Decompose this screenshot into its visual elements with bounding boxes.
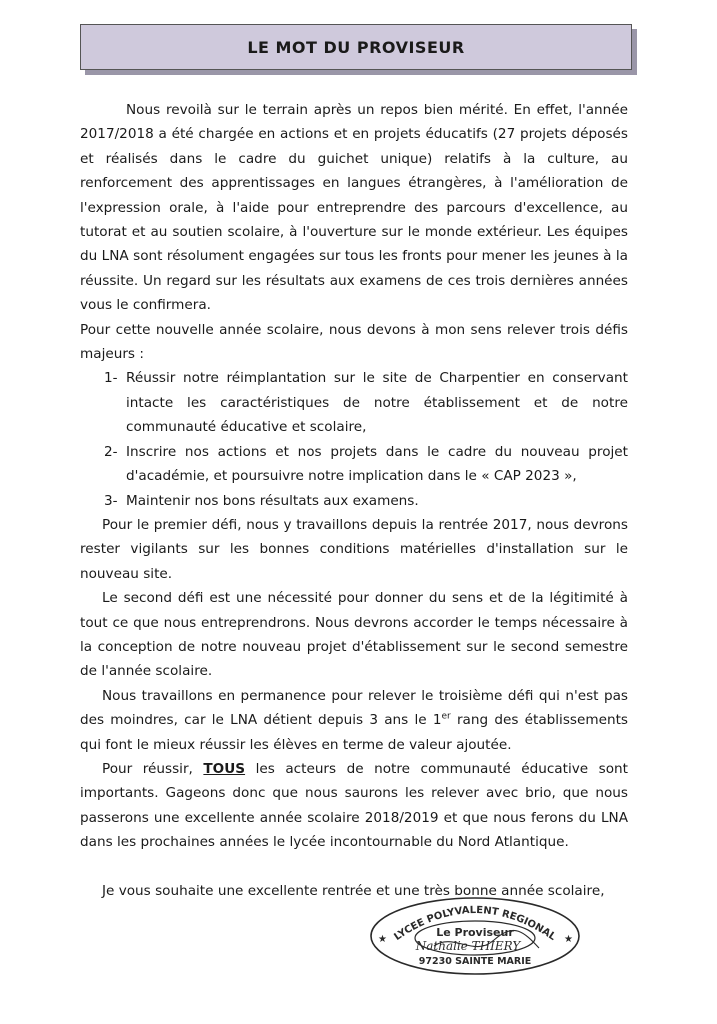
list-text: Réussir notre réimplantation sur le site de Charpentier en conservant intacte les caractéristiques de notre établissement et de notre communauté éducative et scolaire,: [126, 370, 628, 436]
page-title: LE MOT DU PROVISEUR: [247, 37, 465, 57]
stamp-role: Le Proviseur: [436, 926, 514, 939]
stamp-signature-name: Nathalie THIERY: [415, 939, 521, 953]
paragraph-first-challenge: Pour le premier défi, nous y travaillons depuis la rentrée 2017, nous devrons rester vigilants sur les bonnes conditions matérielles d'installation sur le nouveau site.: [80, 516, 628, 582]
list-text: Maintenir nos bons résultats aux examens.: [126, 492, 419, 509]
list-number: 1-: [104, 370, 118, 387]
title-box: [80, 24, 632, 70]
list-item: [104, 440, 628, 489]
paragraph-second-challenge: Le second défi est une nécessité pour donner du sens et de la légitimité à tout ce que nous entreprendrons. Nous devrons accorder le temps nécessaire à la conception de notre nouveau projet d'établissement sur le second semestre de l'année scolaire.: [80, 590, 628, 680]
text-run: Nous travaillons en permanence pour relever le troisième défi qui n'est pas des moindres, car le LNA détient depuis 3 ans le 1: [80, 687, 628, 729]
text-run: les acteurs de notre communauté éducative sont importants. Gageons donc que nous saurons les relever avec brio, que nous passerons une excellente année scolaire 2018/2019 et que nous ferons du LNA dans les prochaines années le lycée incontournable du Nord Atlantique.: [80, 760, 629, 851]
emphasis-all: TOUS: [203, 760, 246, 777]
paragraph-success: [80, 757, 628, 855]
letter-body: [80, 98, 628, 903]
list-number: 2-: [104, 443, 118, 460]
paragraph-challenges: Pour cette nouvelle année scolaire, nous devons à mon sens relever trois défis majeurs :: [80, 321, 628, 363]
superscript: er: [441, 711, 451, 722]
text-run: Pour réussir,: [102, 760, 204, 777]
text-run: rang des établissements qui font le mieux réussir les élèves en terme de valeur ajoutée.: [80, 712, 628, 753]
stamp-star-right-icon: ★: [564, 934, 573, 945]
closing-line: Je vous souhaite une excellente rentrée et une très bonne année scolaire,: [102, 882, 605, 899]
stamp-arc-text: LYCEE POLYVALENT REGIONAL: [392, 904, 558, 943]
official-stamp: [364, 892, 586, 976]
stamp-address: 97230 SAINTE MARIE: [418, 956, 532, 967]
paragraph-third-challenge: [80, 684, 628, 757]
list-text: Inscrire nos actions et nos projets dans le cadre du nouveau projet d'académie, et poursuivre notre implication dans le « CAP 2023 »,: [126, 443, 628, 485]
list-number: 3-: [104, 492, 118, 509]
list-item: [104, 366, 628, 439]
list-item: [104, 489, 628, 513]
paragraph-intro: Nous revoilà sur le terrain après un repos bien mérité. En effet, l'année 2017/2018 a été chargée en actions et en projets éducatifs (27 projets déposés et réalisés dans le cadre du guichet unique) relatifs à la culture, au renforcement des apprentissages en langues étrangères, à l'amélioration de l'expression orale, à l'aide pour entreprendre des parcours d'excellence, au tutorat et au soutien scolaire, à l'ouverture sur le monde extérieur. Les équipes du LNA sont résolument engagées sur tous les fronts pour mener les jeunes à la réussite. Un regard sur les résultats aux examens de ces trois dernières années vous le confirmera.: [80, 102, 628, 314]
stamp-star-left-icon: ★: [378, 934, 387, 945]
challenges-list: [80, 366, 628, 512]
